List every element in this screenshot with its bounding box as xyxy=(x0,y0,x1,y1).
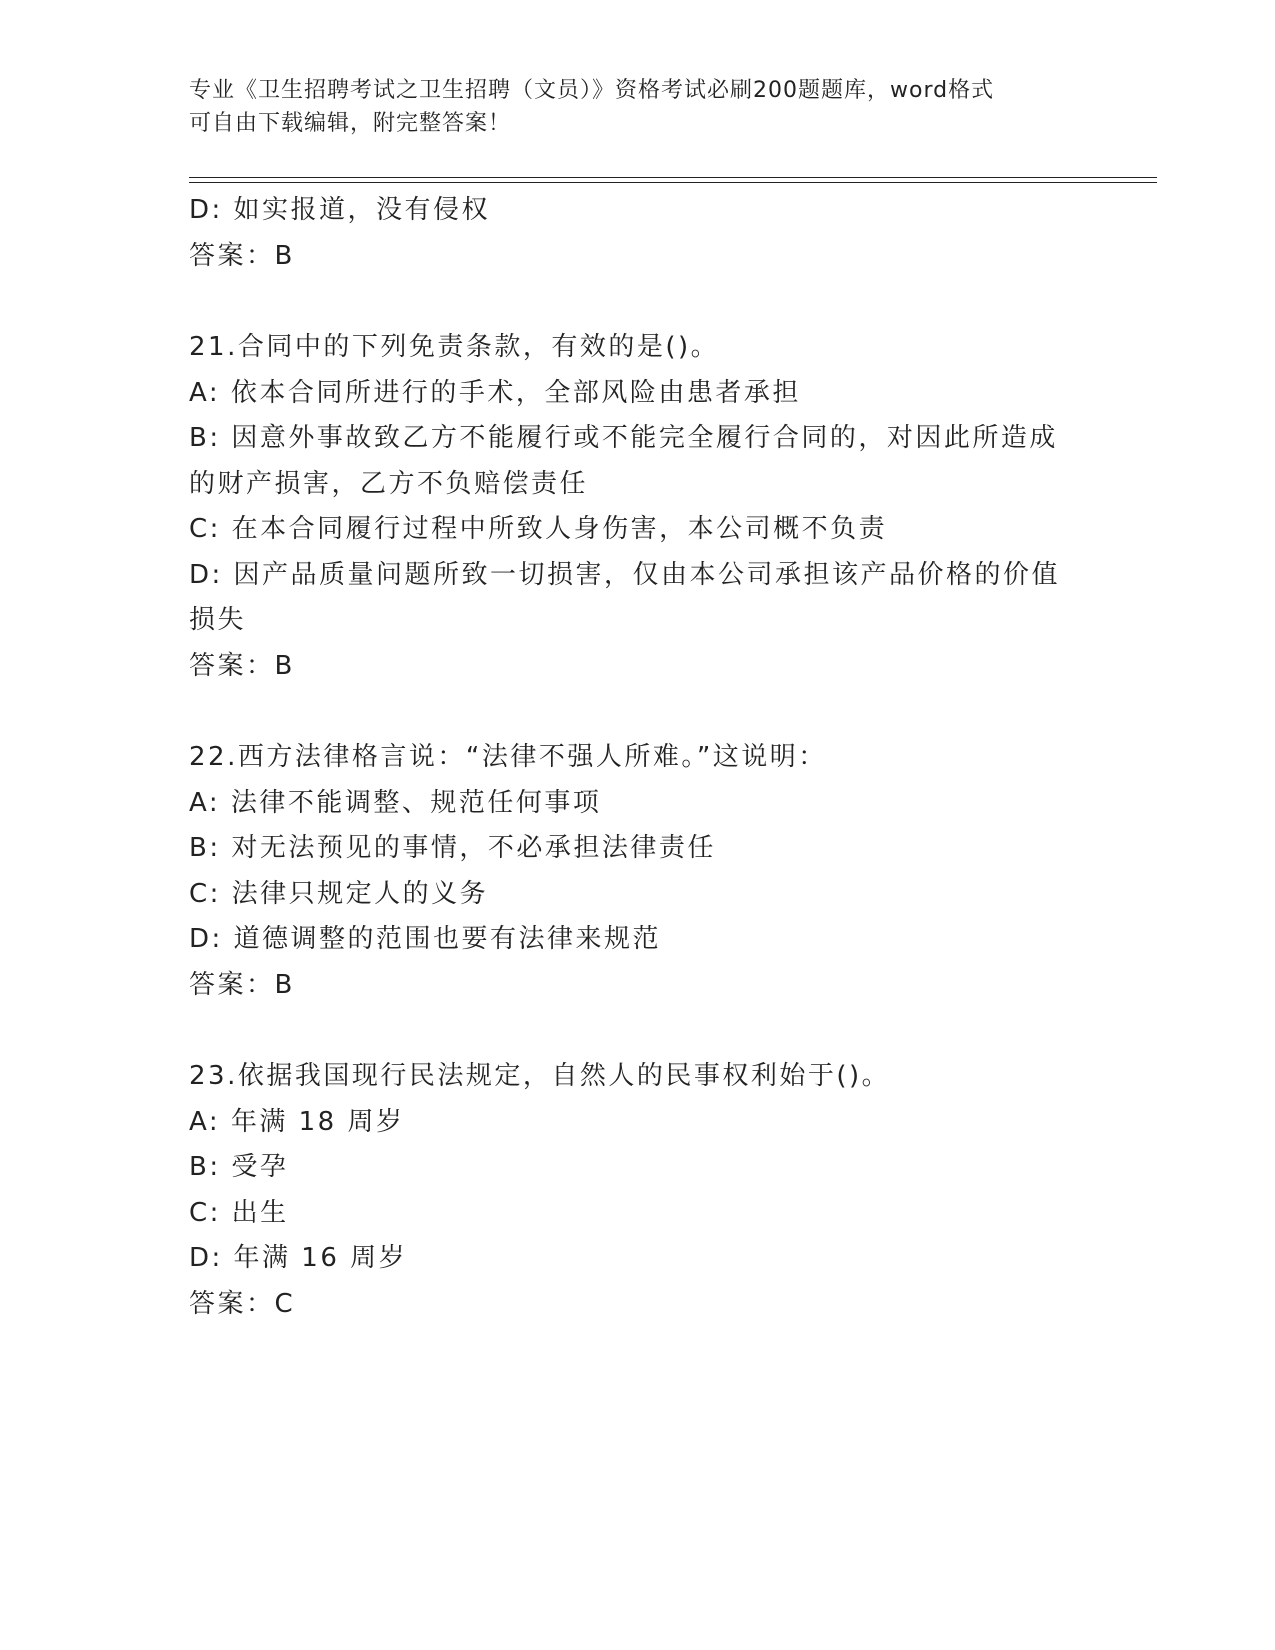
prev-option-d: D: 如实报道，没有侵权 xyxy=(189,195,491,225)
option-b: B: 受孕 xyxy=(189,1152,289,1182)
question-23 xyxy=(189,1054,1089,1327)
option-c: C: 在本合同履行过程中所致人身伤害，本公司概不负责 xyxy=(189,514,888,544)
spacer xyxy=(189,689,1089,735)
header-divider-top xyxy=(189,177,1157,178)
prev-answer: 答案：B xyxy=(189,240,295,271)
option-b: B: 因意外事故致乙方不能履行或不能完全履行合同的，对因此所造成 xyxy=(189,423,1058,453)
option-d-continued: 损失 xyxy=(189,605,247,635)
option-b-continued: 的财产损害，乙方不负赔偿责任 xyxy=(189,468,589,499)
answer: 答案：B xyxy=(189,969,295,1000)
option-d: D: 因产品质量问题所致一切损害，仅由本公司承担该产品价格的价值 xyxy=(189,559,1061,590)
question-21 xyxy=(189,325,1089,689)
spacer xyxy=(189,1008,1089,1054)
question-stem: 23.依据我国现行民法规定，自然人的民事权利始于()。 xyxy=(189,1061,891,1091)
answer: 答案：B xyxy=(189,650,295,681)
question-22 xyxy=(189,735,1089,1008)
option-d: D: 道德调整的范围也要有法律来规范 xyxy=(189,924,662,954)
header-line-2: 可自由下载编辑，附完整答案！ xyxy=(189,111,512,136)
document-body xyxy=(189,188,1089,1327)
header-line-1: 专业《卫生招聘考试之卫生招聘（文员）》资格考试必刷200题题库，word格式 xyxy=(189,78,995,103)
option-b: B: 对无法预见的事情，不必承担法律责任 xyxy=(189,833,716,863)
option-a: A: 法律不能调整、规范任何事项 xyxy=(189,787,602,818)
option-c: C: 出生 xyxy=(189,1197,289,1228)
spacer xyxy=(189,279,1089,325)
option-c: C: 法律只规定人的义务 xyxy=(189,878,489,909)
question-stem: 22.西方法律格言说：“法律不强人所难。”这说明： xyxy=(189,742,827,772)
option-a: A: 年满 18 周岁 xyxy=(189,1106,405,1137)
document-header xyxy=(189,74,1089,140)
header-divider-bottom xyxy=(189,182,1157,183)
answer: 答案：C xyxy=(189,1288,296,1319)
question-stem: 21.合同中的下列免责条款，有效的是()。 xyxy=(189,332,720,362)
option-a: A: 依本合同所进行的手术，全部风险由患者承担 xyxy=(189,377,801,408)
option-d: D: 年满 16 周岁 xyxy=(189,1243,408,1273)
